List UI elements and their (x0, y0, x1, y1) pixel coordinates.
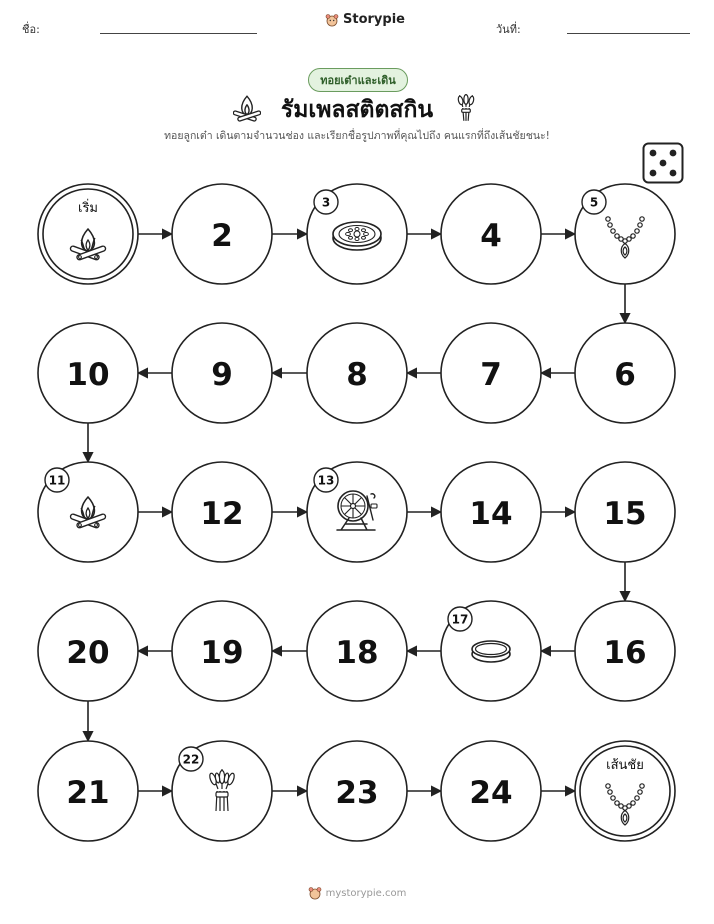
space-number: 9 (211, 357, 233, 393)
space-number: 20 (66, 635, 110, 671)
space-badge-number: 11 (48, 473, 66, 488)
board-space-19[interactable] (172, 601, 272, 701)
board-space-11[interactable] (38, 462, 138, 562)
board-space-9[interactable] (172, 323, 272, 423)
board-space-2[interactable] (172, 184, 272, 284)
storypie-mascot-icon (308, 886, 322, 900)
board-space-3[interactable] (307, 184, 407, 284)
footer (0, 886, 714, 900)
space-number: 19 (200, 635, 244, 671)
space-number: 8 (346, 357, 368, 393)
space-number: 6 (614, 357, 636, 393)
space-badge-number: 22 (182, 752, 200, 767)
board-space-1[interactable] (38, 184, 138, 284)
footer-url[interactable]: mystorypie.com (325, 887, 407, 899)
space-badge-number: 3 (321, 195, 331, 210)
board-space-16[interactable] (575, 601, 675, 701)
page-title: รัมเพลสติตสกิน (280, 97, 434, 123)
space-number: 23 (335, 775, 379, 811)
board-space-22[interactable] (172, 741, 272, 841)
space-number: 16 (603, 635, 647, 671)
board-space-17[interactable] (441, 601, 541, 701)
space-badge-number: 5 (589, 195, 599, 210)
board-space-20[interactable] (38, 601, 138, 701)
coin-icon (333, 222, 381, 250)
space-number: 14 (469, 496, 513, 532)
board-space-4[interactable] (441, 184, 541, 284)
date-label: วันที่: (496, 23, 521, 36)
board-space-18[interactable] (307, 601, 407, 701)
brand-name: Storypie (343, 12, 405, 27)
space-number: 4 (480, 218, 502, 254)
space-number: 21 (66, 775, 110, 811)
space-circle (575, 741, 675, 841)
board-space-23[interactable] (307, 741, 407, 841)
space-number: 18 (335, 635, 379, 671)
space-label: เส้นชัย (606, 758, 644, 773)
board-space-21[interactable] (38, 741, 138, 841)
ring-icon (472, 641, 510, 662)
board-space-15[interactable] (575, 462, 675, 562)
space-label: เริ่ม (78, 201, 98, 216)
board-space-13[interactable] (307, 462, 407, 562)
space-number: 15 (603, 496, 647, 532)
space-number: 2 (211, 218, 233, 254)
board-space-7[interactable] (441, 323, 541, 423)
space-badge-number: 13 (317, 473, 335, 488)
space-number: 10 (66, 357, 110, 393)
board-space-14[interactable] (441, 462, 541, 562)
board-space-25[interactable] (575, 741, 675, 841)
board-space-8[interactable] (307, 323, 407, 423)
instructions-text: ทอยลูกเต๋า เดินตามจำนวนช่อง และเรียกชื่อรูปภาพที่คุณไปถึง คนแรกที่ถึงเส้นชัยชนะ! (164, 130, 550, 142)
space-badge-number: 17 (451, 612, 469, 627)
board-space-6[interactable] (575, 323, 675, 423)
activity-badge: ทอยเต๋าและเดิน (308, 68, 408, 92)
name-label: ชื่อ: (22, 23, 40, 36)
board-space-12[interactable] (172, 462, 272, 562)
space-number: 24 (469, 775, 513, 811)
space-number: 12 (200, 496, 244, 532)
board-space-5[interactable] (575, 184, 675, 284)
space-number: 7 (480, 357, 502, 393)
board-space-24[interactable] (441, 741, 541, 841)
board-space-10[interactable] (38, 323, 138, 423)
